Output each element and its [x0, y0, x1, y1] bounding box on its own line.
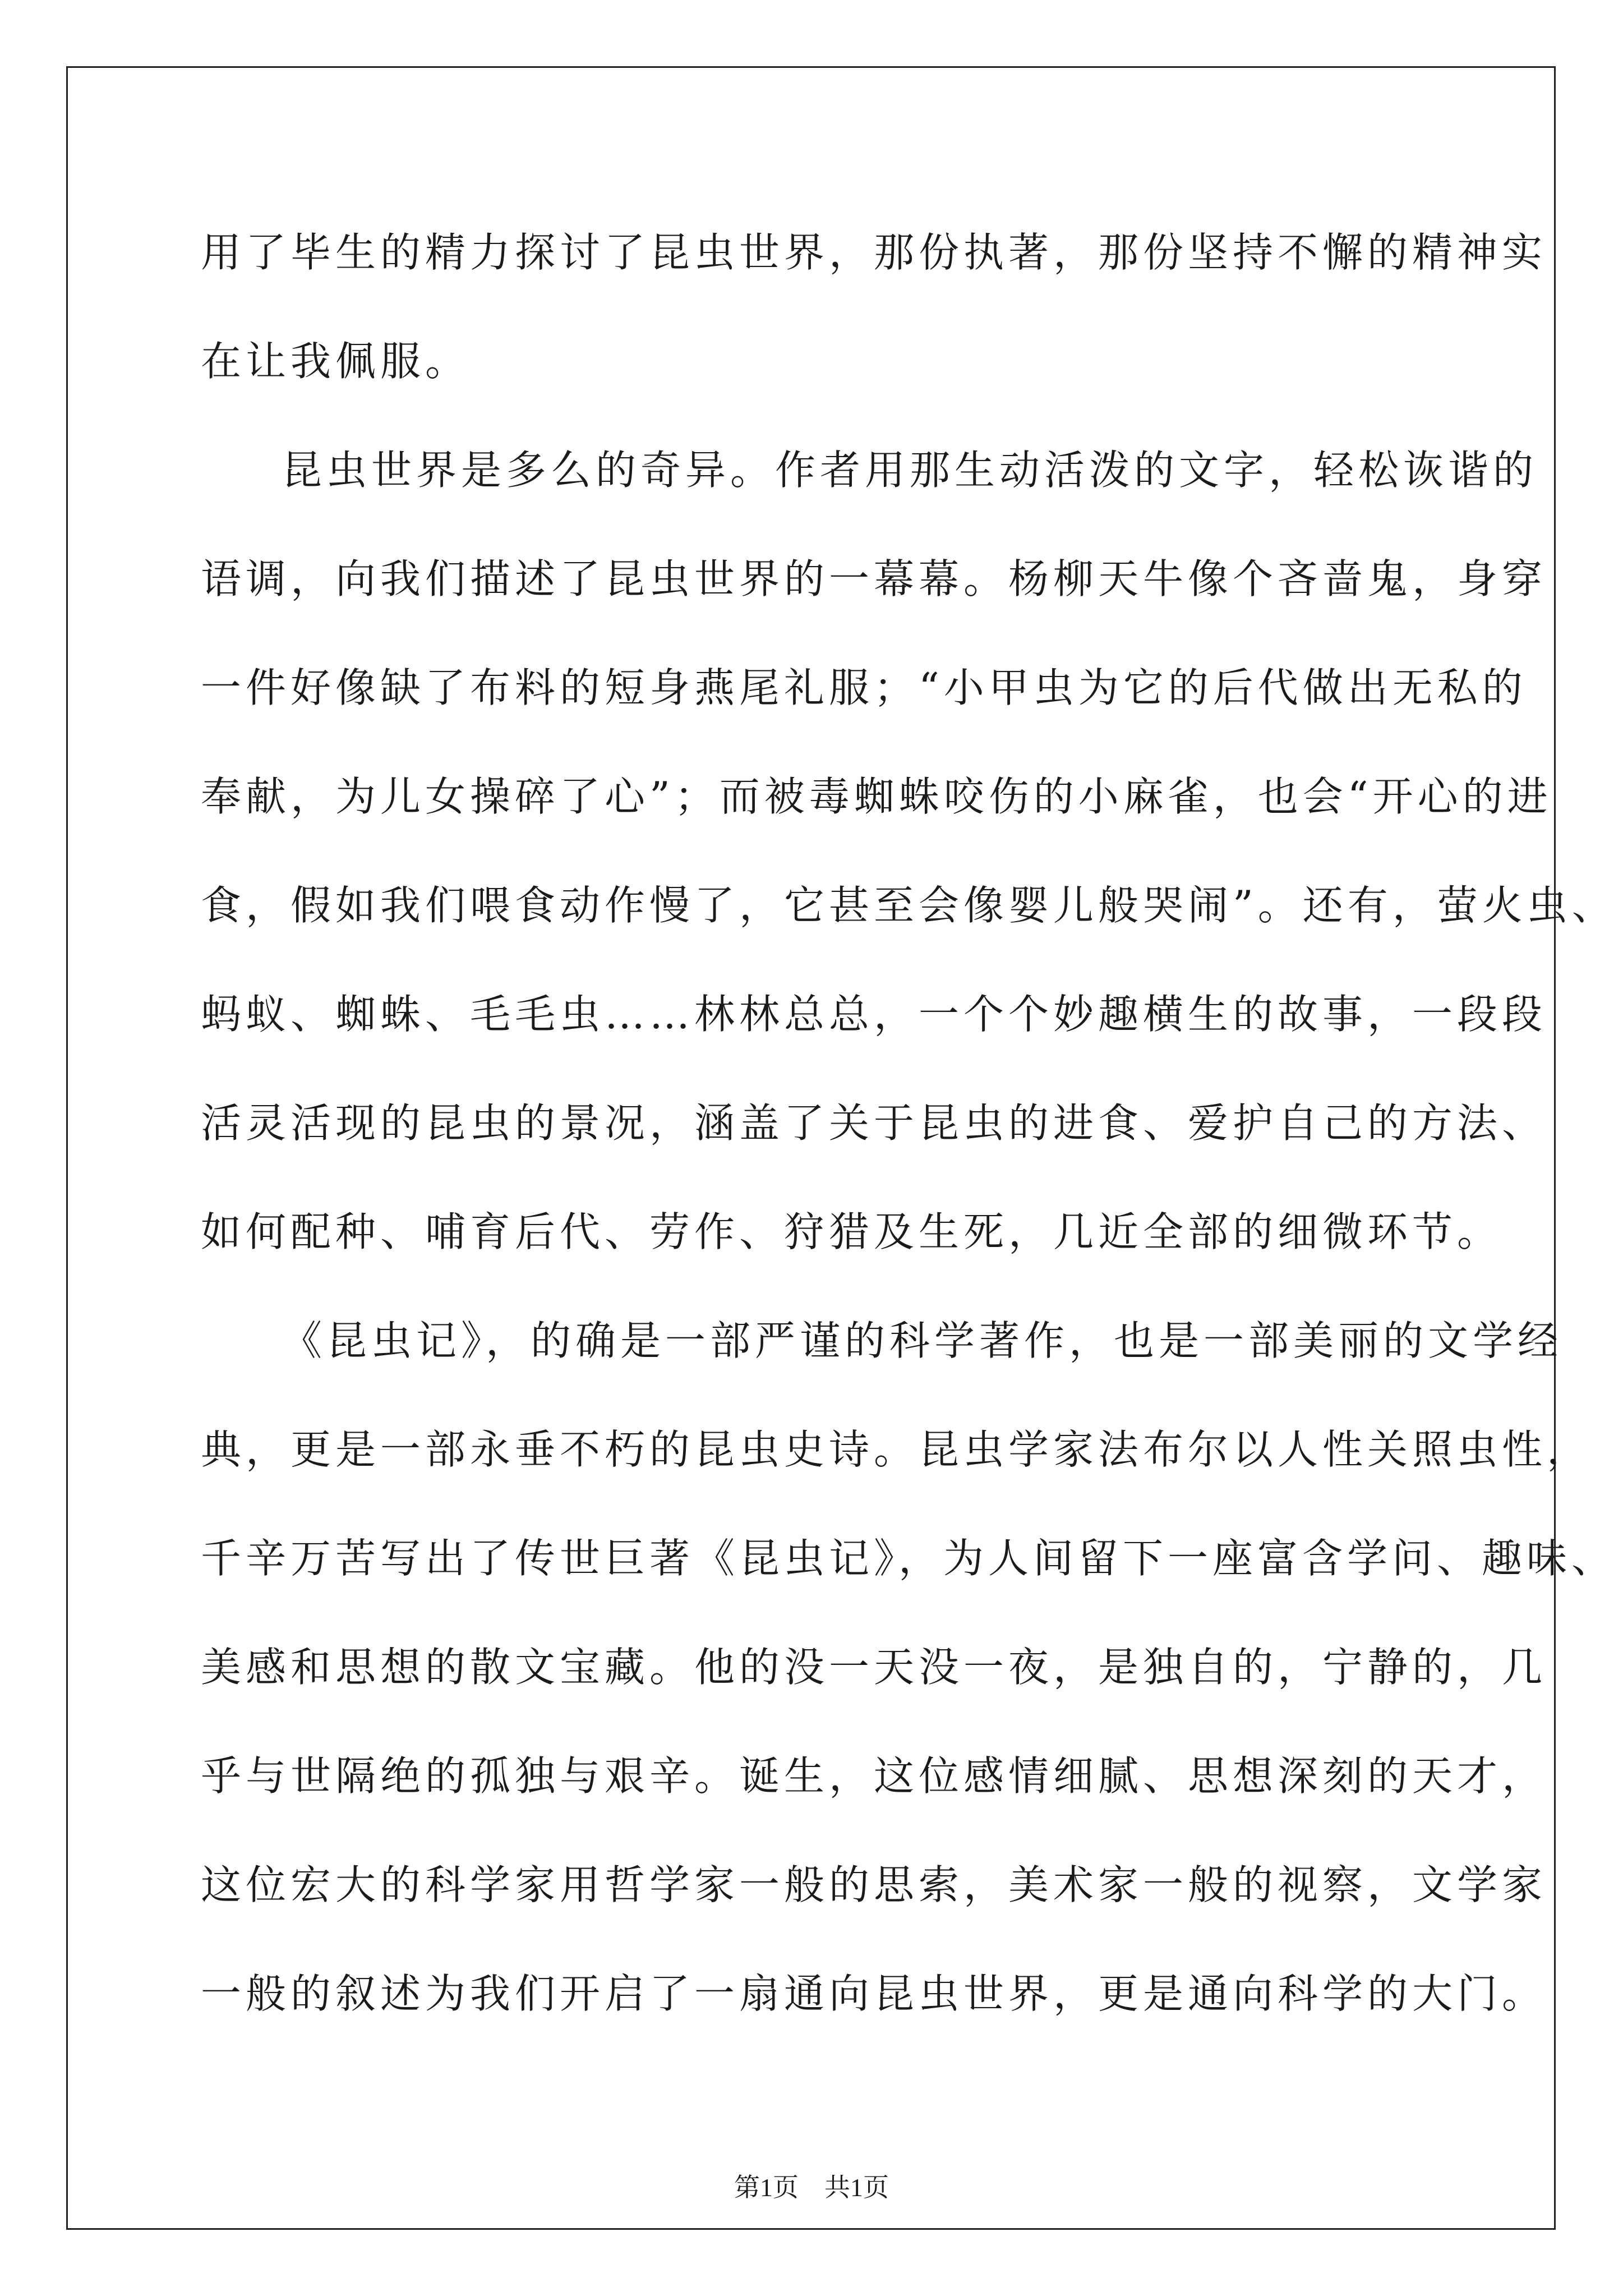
page-footer	[0, 2171, 1623, 2205]
document-body	[201, 219, 1617, 2069]
text-line: 蚂蚁、蜘蛛、毛毛虫……林林总总，一个个妙趣横生的故事，一段段	[201, 991, 1547, 1038]
text-line: 一般的叙述为我们开启了一扇通向昆虫世界，更是通向科学的大门。	[201, 1970, 1547, 2017]
text-line: 一件好像缺了布料的短身燕尾礼服；“小甲虫为它的后代做出无私的	[201, 664, 1527, 711]
text-line: 美感和思想的散文宝藏。他的没一天没一夜，是独自的，宁静的，几	[201, 1644, 1547, 1691]
text-line: 奉献，为儿女操碎了心”；而被毒蜘蛛咬伤的小麻雀，也会“开心的进	[201, 773, 1552, 820]
page-total: 共1页	[824, 2173, 889, 2202]
text-line: 千辛万苦写出了传世巨著《昆虫记》，为人间留下一座富含学问、趣味、	[201, 1535, 1617, 1582]
text-line: 语调，向我们描述了昆虫世界的一幕幕。杨柳天牛像个吝啬鬼，身穿	[201, 555, 1547, 602]
page-number: 第1页	[734, 2173, 799, 2202]
text-line: 如何配种、哺育后代、劳作、狩猎及生死，几近全部的细微环节。	[201, 1208, 1502, 1255]
paragraph-first-line: 昆虫世界是多么的奇异。作者用那生动活泼的文字，轻松诙谐的	[282, 447, 1538, 494]
text-line: 典，更是一部永垂不朽的昆虫史诗。昆虫学家法布尔以人性关照虫性，	[201, 1426, 1592, 1473]
text-line: 乎与世隔绝的孤独与艰辛。诞生，这位感情细腻、思想深刻的天才，	[201, 1752, 1547, 1800]
text-line: 用了毕生的精力探讨了昆虫世界，那份执著，那份坚持不懈的精神实	[201, 229, 1547, 276]
paragraph-first-line: 《昆虫记》，的确是一部严谨的科学著作，也是一部美丽的文学经	[282, 1317, 1563, 1364]
text-line: 这位宏大的科学家用哲学家一般的思索，美术家一般的视察，文学家	[201, 1861, 1547, 1908]
text-line: 在让我佩服。	[201, 338, 471, 385]
text-line: 食，假如我们喂食动作慢了，它甚至会像婴儿般哭闹”。还有，萤火虫、	[201, 882, 1617, 929]
text-line: 活灵活现的昆虫的景况，涵盖了关于昆虫的进食、爱护自己的方法、	[201, 1099, 1547, 1147]
